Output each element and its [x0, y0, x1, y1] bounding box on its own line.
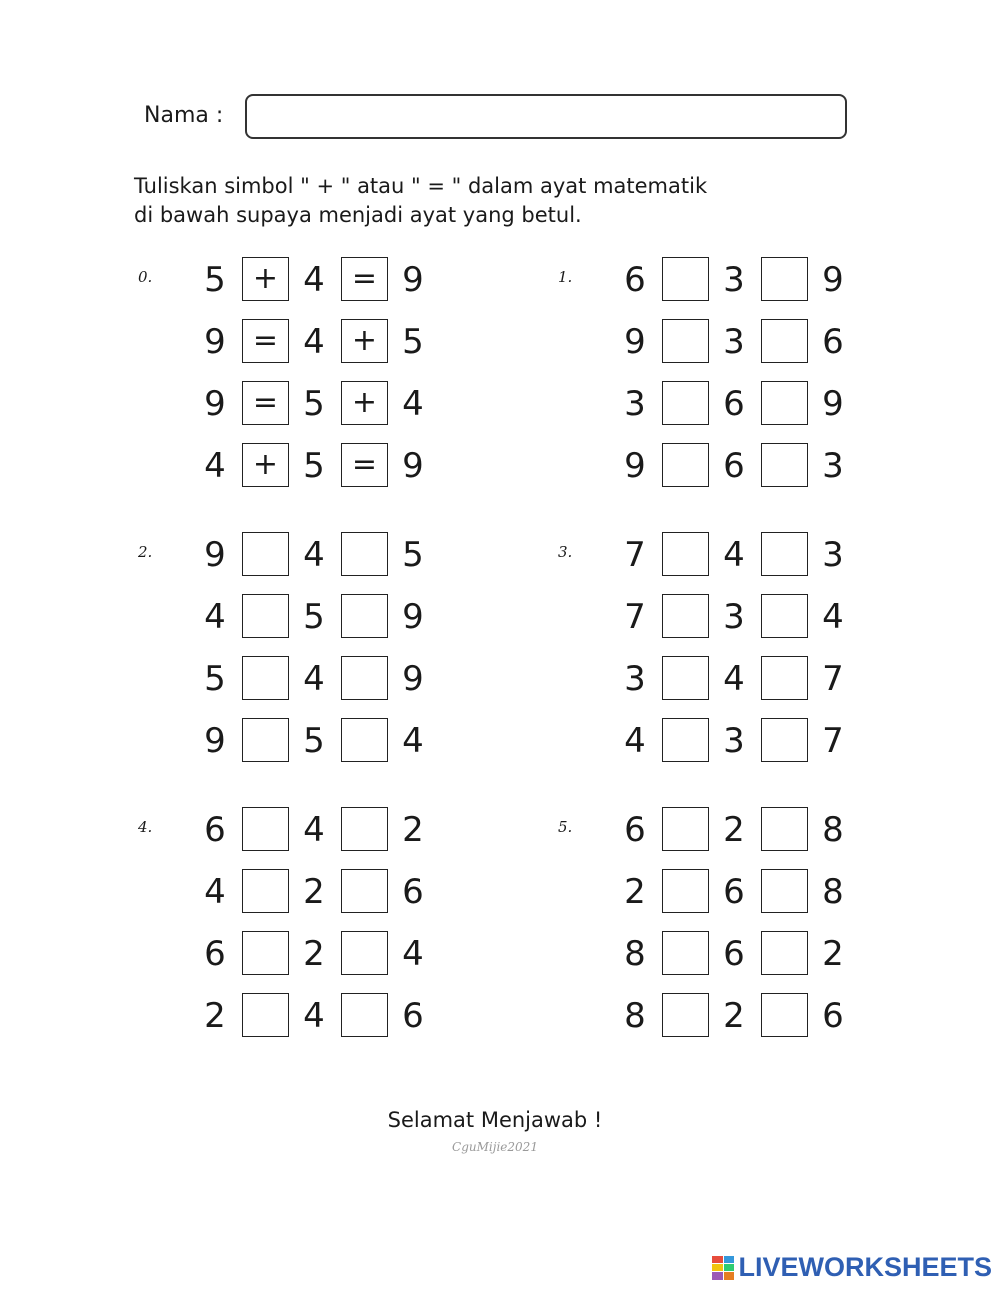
- symbol-box[interactable]: [761, 319, 808, 363]
- symbol-box[interactable]: [242, 656, 289, 700]
- symbol-box[interactable]: [761, 807, 808, 851]
- number: 6: [204, 934, 226, 974]
- equation-row: [618, 868, 888, 916]
- symbol-box[interactable]: [662, 443, 709, 487]
- instruction-line-2: di bawah supaya menjadi ayat yang betul.: [134, 203, 582, 227]
- number: 2: [723, 810, 745, 850]
- number: 9: [204, 384, 226, 424]
- symbol-box[interactable]: =: [242, 381, 289, 425]
- number: 4: [303, 810, 325, 850]
- number: 3: [723, 721, 745, 761]
- logo-square: [712, 1264, 723, 1271]
- symbol-box[interactable]: [761, 443, 808, 487]
- number: 9: [822, 384, 844, 424]
- symbol-box[interactable]: [761, 257, 808, 301]
- brand-text: LIVEWORKSHEETS: [738, 1252, 992, 1282]
- number: 4: [303, 535, 325, 575]
- group-number: 0.: [138, 268, 153, 286]
- equation-row: [618, 930, 888, 978]
- number: 2: [723, 996, 745, 1036]
- number: 7: [624, 597, 646, 637]
- symbol-box[interactable]: [662, 381, 709, 425]
- symbol-box[interactable]: [341, 532, 388, 576]
- number: 2: [303, 934, 325, 974]
- number: 4: [822, 597, 844, 637]
- symbol-box[interactable]: [341, 656, 388, 700]
- symbol-box[interactable]: [761, 931, 808, 975]
- symbol-box[interactable]: [662, 807, 709, 851]
- number: 9: [624, 446, 646, 486]
- symbol-box[interactable]: [242, 718, 289, 762]
- equation-row: [198, 868, 468, 916]
- number: 4: [402, 934, 424, 974]
- brand-logo-icon: [712, 1256, 734, 1280]
- symbol-box[interactable]: [242, 931, 289, 975]
- equation-row: [618, 531, 888, 579]
- symbol-box[interactable]: [761, 381, 808, 425]
- number: 6: [822, 322, 844, 362]
- number: 6: [723, 934, 745, 974]
- brand-watermark: [712, 1252, 992, 1283]
- number: 2: [204, 996, 226, 1036]
- group-number: 1.: [558, 268, 573, 286]
- symbol-box[interactable]: [341, 993, 388, 1037]
- equation-row: [198, 930, 468, 978]
- equation-row: [198, 380, 468, 428]
- symbol-box[interactable]: [662, 319, 709, 363]
- number: 6: [402, 996, 424, 1036]
- number: 4: [723, 535, 745, 575]
- number: 9: [402, 260, 424, 300]
- exercise-group-2: [138, 531, 468, 779]
- name-input[interactable]: [245, 94, 847, 139]
- number: 3: [624, 384, 646, 424]
- logo-square: [712, 1256, 723, 1263]
- symbol-box[interactable]: [341, 931, 388, 975]
- number: 9: [624, 322, 646, 362]
- exercise-group-1: [558, 256, 888, 504]
- symbol-box[interactable]: [242, 869, 289, 913]
- number: 3: [822, 446, 844, 486]
- number: 9: [402, 446, 424, 486]
- number: 6: [624, 810, 646, 850]
- number: 5: [303, 384, 325, 424]
- number: 6: [204, 810, 226, 850]
- symbol-box[interactable]: =: [242, 319, 289, 363]
- equation-row: [198, 992, 468, 1040]
- equation-row: [198, 318, 468, 366]
- symbol-box[interactable]: [662, 257, 709, 301]
- exercise-group-3: [558, 531, 888, 779]
- number: 8: [624, 996, 646, 1036]
- symbol-box[interactable]: [341, 594, 388, 638]
- symbol-box[interactable]: [761, 718, 808, 762]
- equation-row: [618, 256, 888, 304]
- number: 2: [624, 872, 646, 912]
- number: 4: [723, 659, 745, 699]
- symbol-box[interactable]: [761, 532, 808, 576]
- symbol-box[interactable]: +: [341, 381, 388, 425]
- symbol-box[interactable]: +: [242, 443, 289, 487]
- number: 6: [723, 384, 745, 424]
- symbol-box[interactable]: [242, 807, 289, 851]
- equation-row: [618, 806, 888, 854]
- number: 4: [204, 446, 226, 486]
- number: 6: [822, 996, 844, 1036]
- symbol-box[interactable]: =: [341, 257, 388, 301]
- symbol-box[interactable]: [341, 869, 388, 913]
- number: 7: [822, 721, 844, 761]
- number: 4: [303, 260, 325, 300]
- number: 9: [204, 322, 226, 362]
- number: 9: [402, 659, 424, 699]
- number: 9: [204, 535, 226, 575]
- number: 4: [402, 721, 424, 761]
- logo-square: [724, 1272, 735, 1279]
- symbol-box[interactable]: [242, 532, 289, 576]
- number: 4: [204, 872, 226, 912]
- symbol-box[interactable]: =: [341, 443, 388, 487]
- number: 3: [822, 535, 844, 575]
- number: 9: [204, 721, 226, 761]
- group-number: 2.: [138, 543, 153, 561]
- number: 4: [402, 384, 424, 424]
- symbol-box[interactable]: [662, 931, 709, 975]
- number: 2: [402, 810, 424, 850]
- symbol-box[interactable]: [662, 718, 709, 762]
- symbol-box[interactable]: [761, 594, 808, 638]
- number: 5: [402, 535, 424, 575]
- number: 5: [204, 260, 226, 300]
- symbol-box[interactable]: [341, 807, 388, 851]
- symbol-box[interactable]: +: [341, 319, 388, 363]
- number: 3: [723, 260, 745, 300]
- number: 9: [822, 260, 844, 300]
- equation-row: [198, 655, 468, 703]
- number: 8: [822, 872, 844, 912]
- number: 5: [303, 446, 325, 486]
- credit-text: CguMijie2021: [452, 1140, 538, 1154]
- number: 5: [204, 659, 226, 699]
- equation-row: [198, 531, 468, 579]
- number: 6: [723, 872, 745, 912]
- number: 7: [822, 659, 844, 699]
- number: 4: [204, 597, 226, 637]
- symbol-box[interactable]: +: [242, 257, 289, 301]
- symbol-box[interactable]: [662, 993, 709, 1037]
- number: 4: [303, 996, 325, 1036]
- instruction-line-1: Tuliskan simbol " + " atau " = " dalam ayat matematik: [134, 174, 708, 198]
- equation-row: [618, 380, 888, 428]
- equation-row: [198, 442, 468, 490]
- symbol-box[interactable]: [761, 656, 808, 700]
- number: 5: [402, 322, 424, 362]
- number: 3: [723, 322, 745, 362]
- exercise-group-4: [138, 806, 468, 1054]
- number: 6: [624, 260, 646, 300]
- logo-square: [712, 1272, 723, 1279]
- number: 6: [402, 872, 424, 912]
- symbol-box[interactable]: [242, 993, 289, 1037]
- group-number: 3.: [558, 543, 573, 561]
- instructions: [134, 172, 834, 230]
- equation-row: [618, 992, 888, 1040]
- symbol-box[interactable]: [662, 869, 709, 913]
- symbol-box[interactable]: [662, 532, 709, 576]
- equation-row: [618, 442, 888, 490]
- number: 5: [303, 597, 325, 637]
- symbol-box[interactable]: [761, 993, 808, 1037]
- number: 4: [624, 721, 646, 761]
- symbol-box[interactable]: [242, 594, 289, 638]
- equation-row: [198, 717, 468, 765]
- group-number: 5.: [558, 818, 573, 836]
- number: 3: [624, 659, 646, 699]
- equation-row: [618, 655, 888, 703]
- exercise-group-5: [558, 806, 888, 1054]
- number: 5: [303, 721, 325, 761]
- logo-square: [724, 1256, 735, 1263]
- equation-row: [198, 256, 468, 304]
- number: 8: [624, 934, 646, 974]
- number: 3: [723, 597, 745, 637]
- number: 9: [402, 597, 424, 637]
- number: 6: [723, 446, 745, 486]
- number: 2: [822, 934, 844, 974]
- number: 4: [303, 322, 325, 362]
- footer-message: Selamat Menjawab !: [387, 1108, 603, 1132]
- logo-square: [724, 1264, 735, 1271]
- number: 4: [303, 659, 325, 699]
- exercise-group-0: [138, 256, 468, 504]
- symbol-box[interactable]: [662, 594, 709, 638]
- symbol-box[interactable]: [662, 656, 709, 700]
- equation-row: [618, 318, 888, 366]
- symbol-box[interactable]: [341, 718, 388, 762]
- equation-row: [618, 593, 888, 641]
- equation-row: [198, 806, 468, 854]
- symbol-box[interactable]: [761, 869, 808, 913]
- number: 8: [822, 810, 844, 850]
- group-number: 4.: [138, 818, 153, 836]
- equation-row: [618, 717, 888, 765]
- equation-row: [198, 593, 468, 641]
- name-label: Nama :: [144, 103, 224, 128]
- number: 2: [303, 872, 325, 912]
- number: 7: [624, 535, 646, 575]
